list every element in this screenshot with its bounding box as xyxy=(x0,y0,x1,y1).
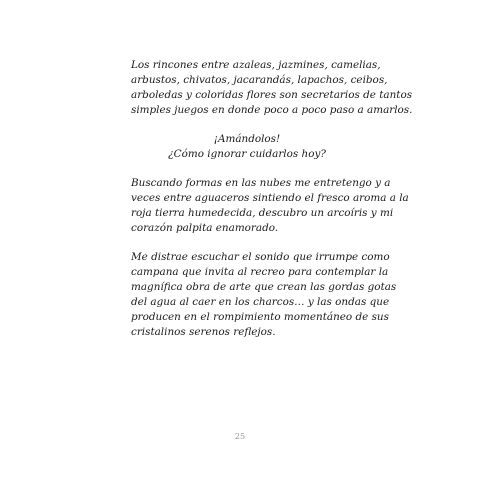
text-line: arboledas y coloridas flores son secretarios de tantos xyxy=(131,89,413,101)
text-line: del agua al caer en los charcos… y las ondas que xyxy=(131,296,390,308)
text-line: campana que invita al recreo para contemplar la xyxy=(131,266,389,278)
text-line: ¿Cómo ignorar cuidarlos hoy? xyxy=(168,148,326,160)
page-number: 25 xyxy=(234,432,246,441)
text-line: roja tierra humedecida, descubro un arcoíris y mi xyxy=(131,207,394,219)
text-line: corazón palpita enamorado. xyxy=(131,222,279,234)
text-line: ¡Amándolos! xyxy=(213,133,281,145)
paragraph-3 xyxy=(131,250,397,340)
text-line: arbustos, chivatos, jacarandás, lapachos, ceibos, xyxy=(131,74,388,86)
text-block xyxy=(131,58,413,354)
text-line: veces entre aguaceros sintiendo el fresco aroma a la xyxy=(131,192,409,204)
centered-exclamation xyxy=(131,132,363,162)
paragraph-1 xyxy=(131,58,413,118)
text-line: Los rincones entre azaleas, jazmines, camelias, xyxy=(131,59,381,71)
text-line: producen en el rompimiento momentáneo de sus xyxy=(131,311,389,323)
text-line: cristalinos serenos reflejos. xyxy=(131,326,276,338)
paragraph-2 xyxy=(131,176,409,236)
text-line: simples juegos en donde poco a poco paso a amarlos. xyxy=(131,104,413,116)
text-line: Me distrae escuchar el sonido que irrumpe como xyxy=(131,251,390,263)
text-line: magnífica obra de arte que crean las gordas gotas xyxy=(131,281,397,293)
text-line: Buscando formas en las nubes me entretengo y a xyxy=(131,177,391,189)
